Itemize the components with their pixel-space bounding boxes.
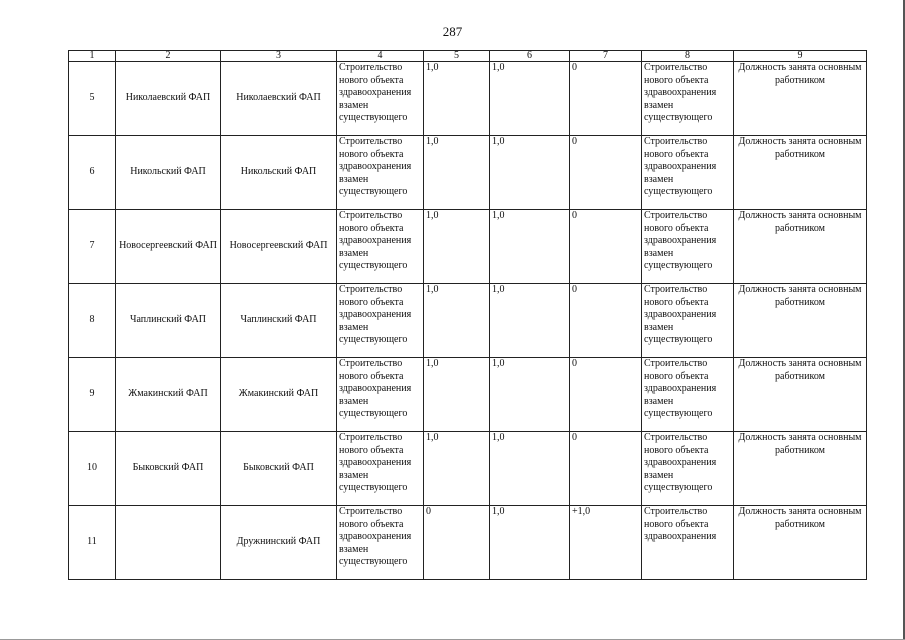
table-row: [69, 284, 867, 358]
header-cell-6: 6: [490, 51, 570, 62]
district-facility: Жмакинский ФАП: [116, 358, 221, 432]
value-col7: 0: [570, 432, 642, 506]
planned-action: Строительство нового объекта здравоохранения взамен существующего: [337, 284, 424, 358]
planned-action: Строительство нового объекта здравоохранения взамен существующего: [337, 136, 424, 210]
result-action: Строительство нового объекта здравоохранения взамен существующего: [642, 432, 734, 506]
value-col6: 1,0: [490, 210, 570, 284]
value-col6: 1,0: [490, 62, 570, 136]
row-number: 10: [69, 432, 116, 506]
planned-action: Строительство нового объекта здравоохранения взамен существующего: [337, 506, 424, 580]
value-col6: 1,0: [490, 432, 570, 506]
facility-name: Николаевский ФАП: [221, 62, 337, 136]
facility-name: Новосергеевский ФАП: [221, 210, 337, 284]
value-col5: 0: [424, 506, 490, 580]
result-action: Строительство нового объекта здравоохранения взамен существующего: [642, 284, 734, 358]
value-col7: 0: [570, 358, 642, 432]
district-facility: Чаплинский ФАП: [116, 284, 221, 358]
table-row: [69, 358, 867, 432]
value-col5: 1,0: [424, 136, 490, 210]
header-cell-4: 4: [337, 51, 424, 62]
result-action: Строительство нового объекта здравоохранения: [642, 506, 734, 580]
district-facility: [116, 506, 221, 580]
value-col5: 1,0: [424, 432, 490, 506]
value-col5: 1,0: [424, 284, 490, 358]
staffing-note: Должность занята основным работником: [734, 432, 867, 506]
value-col6: 1,0: [490, 136, 570, 210]
staffing-note: Должность занята основным работником: [734, 136, 867, 210]
staffing-note: Должность занята основным работником: [734, 62, 867, 136]
value-col6: 1,0: [490, 284, 570, 358]
staffing-note: Должность занята основным работником: [734, 284, 867, 358]
result-action: Строительство нового объекта здравоохранения взамен существующего: [642, 136, 734, 210]
planned-action: Строительство нового объекта здравоохранения взамен существующего: [337, 432, 424, 506]
facility-name: Быковский ФАП: [221, 432, 337, 506]
result-action: Строительство нового объекта здравоохранения взамен существующего: [642, 358, 734, 432]
value-col7: 0: [570, 284, 642, 358]
result-action: Строительство нового объекта здравоохранения взамен существующего: [642, 210, 734, 284]
planned-action: Строительство нового объекта здравоохранения взамен существующего: [337, 62, 424, 136]
row-number: 7: [69, 210, 116, 284]
value-col7: 0: [570, 136, 642, 210]
value-col7: 0: [570, 210, 642, 284]
table-row: [69, 210, 867, 284]
row-number: 11: [69, 506, 116, 580]
table-row: [69, 506, 867, 580]
staffing-note: Должность занята основным работником: [734, 358, 867, 432]
header-cell-9: 9: [734, 51, 867, 62]
header-cell-2: 2: [116, 51, 221, 62]
staffing-note: Должность занята основным работником: [734, 210, 867, 284]
header-cell-5: 5: [424, 51, 490, 62]
row-number: 8: [69, 284, 116, 358]
facility-name: Чаплинский ФАП: [221, 284, 337, 358]
table-header: [69, 51, 867, 62]
value-col5: 1,0: [424, 62, 490, 136]
facility-name: Никольский ФАП: [221, 136, 337, 210]
staffing-note: Должность занята основным работником: [734, 506, 867, 580]
table-body: [69, 62, 867, 580]
value-col6: 1,0: [490, 506, 570, 580]
row-number: 9: [69, 358, 116, 432]
table-row: [69, 62, 867, 136]
district-facility: Новосергеевский ФАП: [116, 210, 221, 284]
row-number: 6: [69, 136, 116, 210]
value-col7: 0: [570, 62, 642, 136]
header-cell-8: 8: [642, 51, 734, 62]
facilities-table: [68, 50, 867, 580]
value-col6: 1,0: [490, 358, 570, 432]
facility-name: Дружнинский ФАП: [221, 506, 337, 580]
value-col5: 1,0: [424, 358, 490, 432]
page-number: 287: [442, 24, 463, 39]
planned-action: Строительство нового объекта здравоохранения взамен существующего: [337, 210, 424, 284]
value-col5: 1,0: [424, 210, 490, 284]
district-facility: Никольский ФАП: [116, 136, 221, 210]
facility-name: Жмакинский ФАП: [221, 358, 337, 432]
table-row: [69, 432, 867, 506]
header-cell-1: 1: [69, 51, 116, 62]
header-cell-3: 3: [221, 51, 337, 62]
district-facility: Николаевский ФАП: [116, 62, 221, 136]
district-facility: Быковский ФАП: [116, 432, 221, 506]
header-row: [69, 51, 867, 62]
header-cell-7: 7: [570, 51, 642, 62]
result-action: Строительство нового объекта здравоохранения взамен существующего: [642, 62, 734, 136]
value-col7: +1,0: [570, 506, 642, 580]
planned-action: Строительство нового объекта здравоохранения взамен существующего: [337, 358, 424, 432]
table-row: [69, 136, 867, 210]
row-number: 5: [69, 62, 116, 136]
